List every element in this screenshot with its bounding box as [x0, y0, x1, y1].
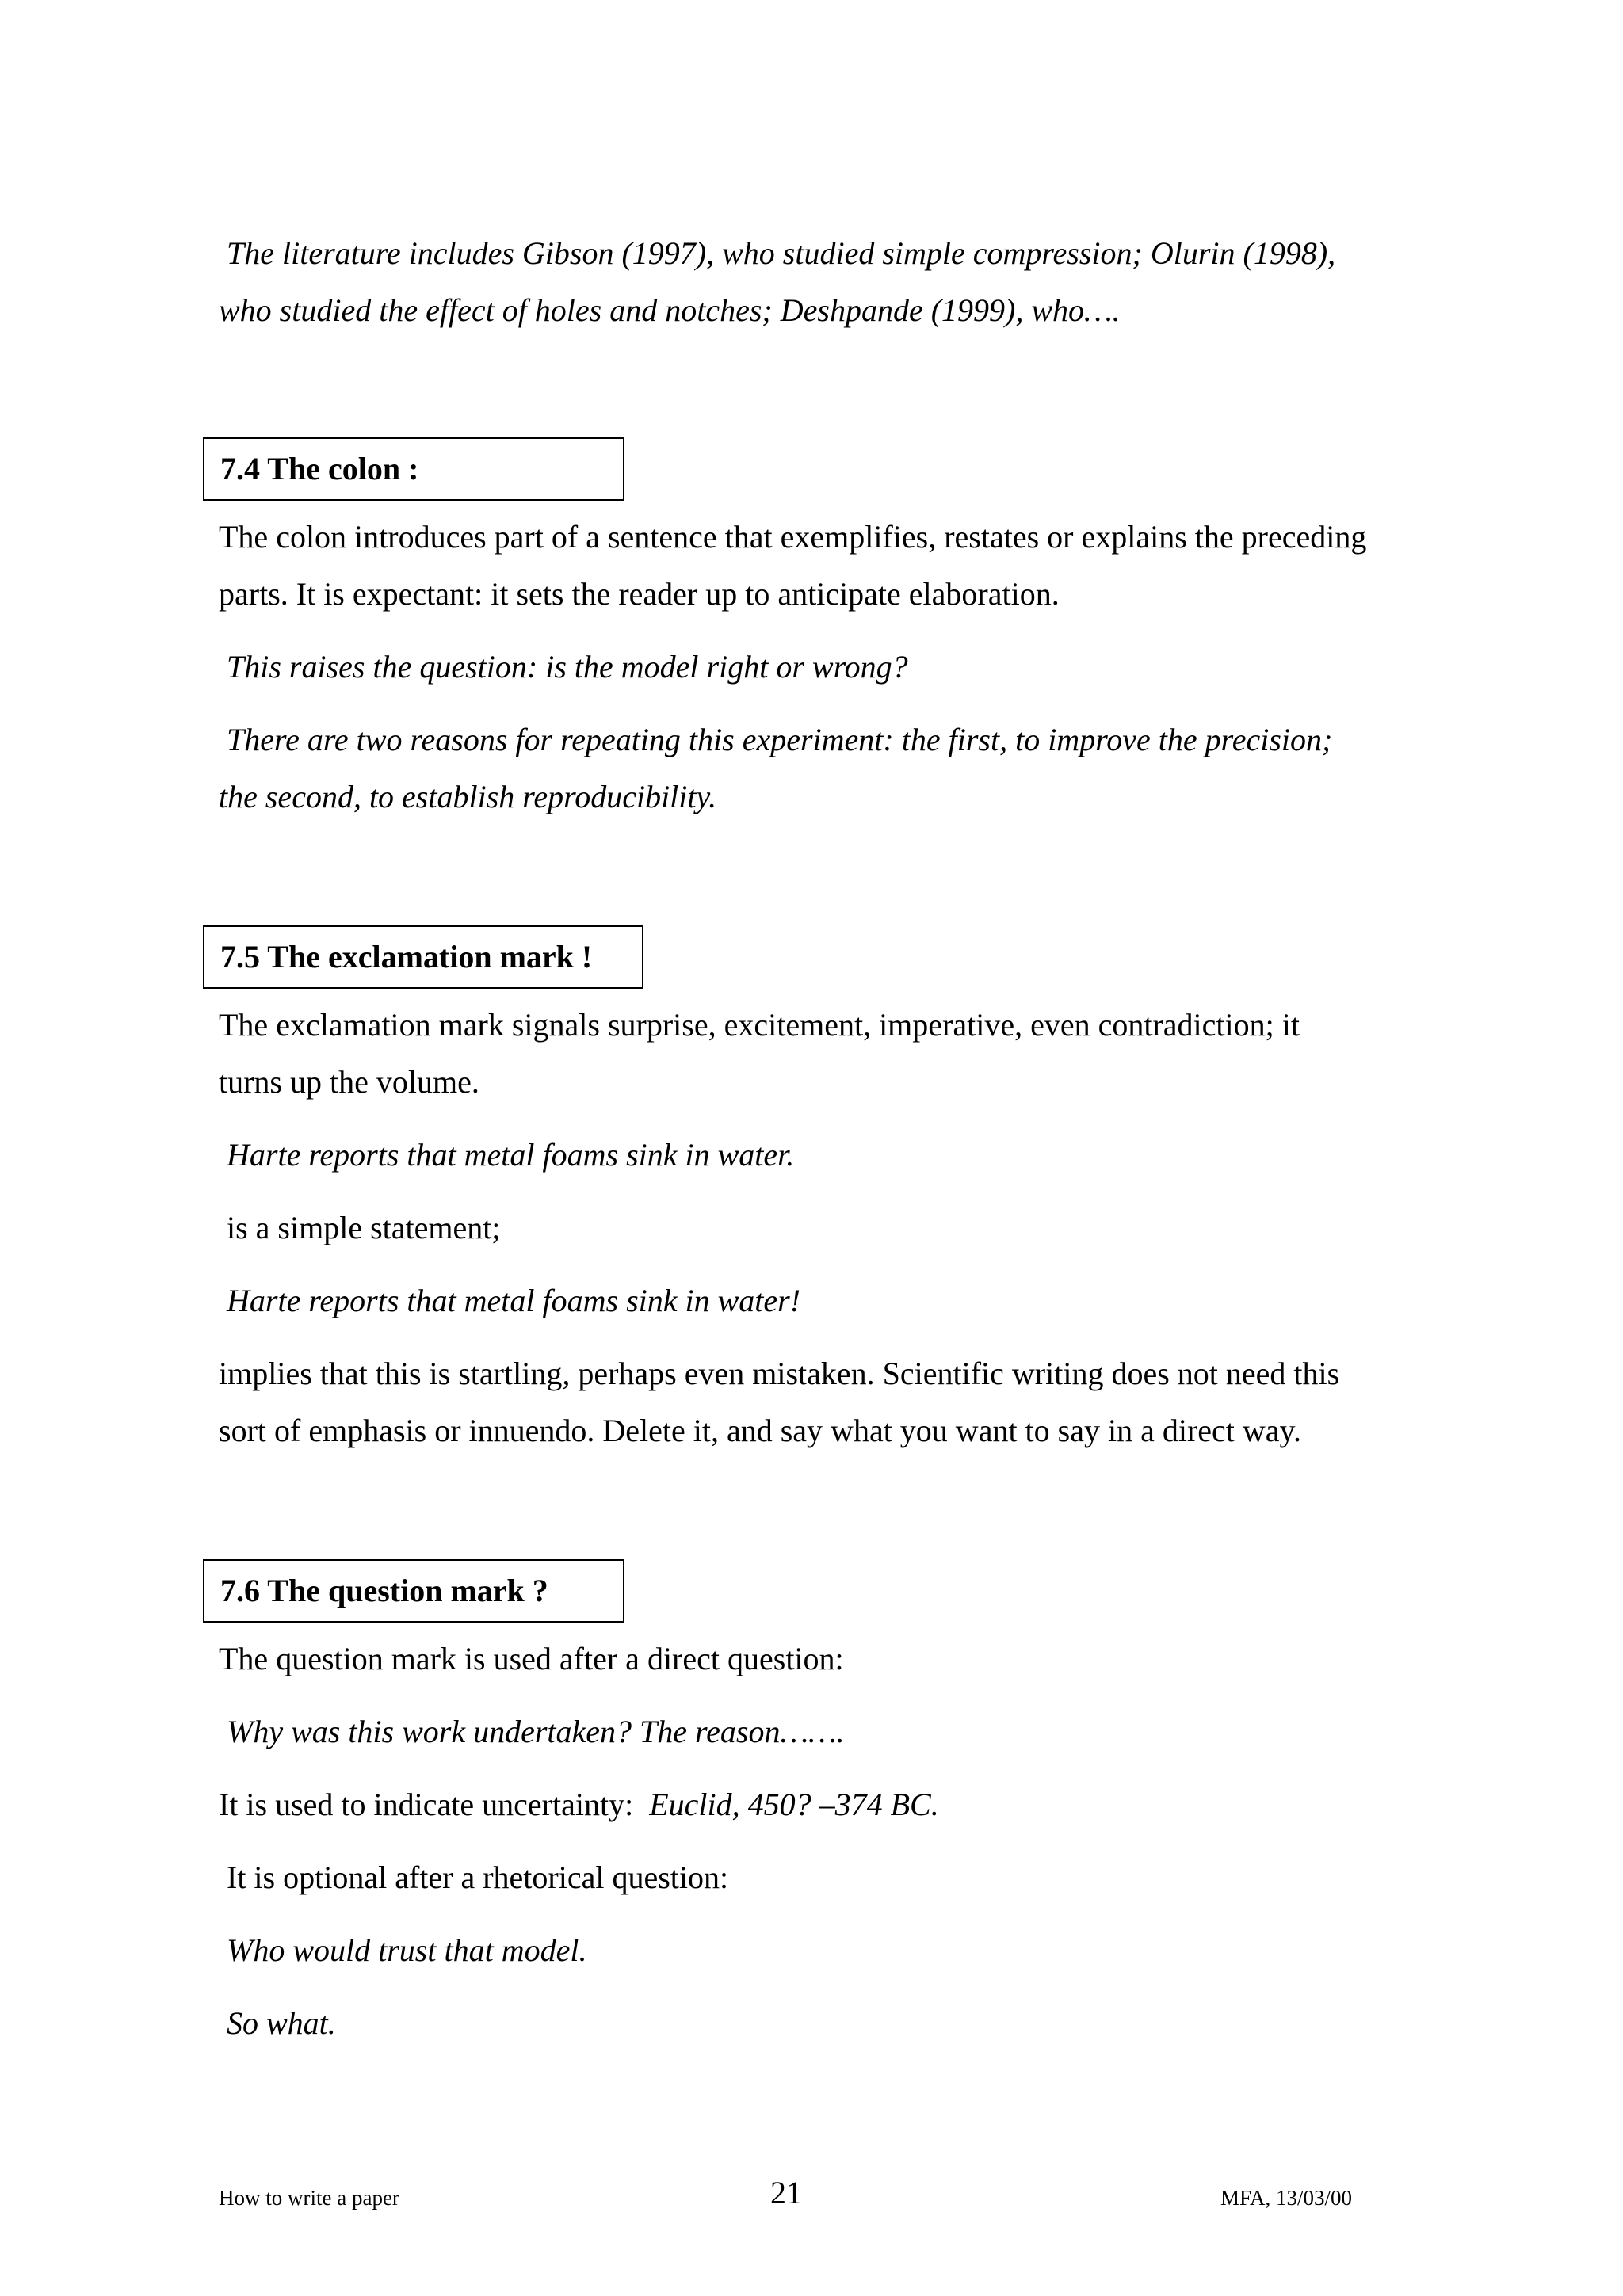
section-7-5-para-line-1: The exclamation mark signals surprise, excitement, imperative, even contradiction; it	[219, 1007, 1300, 1043]
section-7-5-example-2: Harte reports that metal foams sink in water!	[227, 1283, 801, 1318]
section-7-6-example-2: Who would trust that model.	[227, 1932, 587, 1968]
section-7-5-note-1: is a simple statement;	[227, 1210, 501, 1245]
section-7-6-para-2-example: Euclid, 450? –374 BC.	[649, 1787, 939, 1822]
section-7-6-para-2-prefix: It is used to indicate uncertainty:	[219, 1787, 650, 1822]
intro-line-1: The literature includes Gibson (1997), who studied simple compression; Olurin (1998),	[227, 235, 1336, 271]
footer-right: MFA, 13/03/00	[1220, 2186, 1353, 2210]
section-7-5-para-2-line-2: sort of emphasis or innuendo. Delete it, and say what you want to say in a direct way.	[219, 1413, 1301, 1448]
section-7-4-example-2-line-2: the second, to establish reproducibility.	[219, 779, 717, 814]
section-7-5-para-2-line-1: implies that this is startling, perhaps even mistaken. Scientific writing does not need this	[219, 1356, 1340, 1391]
page-number: 21	[770, 2175, 802, 2210]
section-7-4-heading-box	[203, 437, 624, 501]
section-7-4-example-2-line-1: There are two reasons for repeating this experiment: the first, to improve the precision;	[227, 722, 1333, 757]
section-7-6-heading-box	[203, 1559, 624, 1623]
section-7-6-para-1: The question mark is used after a direct question:	[219, 1641, 844, 1676]
section-7-4-para-line-2: parts. It is expectant: it sets the reader up to anticipate elaboration.	[219, 576, 1060, 612]
footer-left: How to write a paper	[219, 2186, 399, 2210]
section-7-6-para-2	[219, 1786, 939, 1824]
section-7-4-example-1: This raises the question: is the model right or wrong?	[227, 649, 908, 685]
section-7-4-heading: 7.4 The colon :	[220, 451, 419, 486]
section-7-5-heading: 7.5 The exclamation mark !	[220, 939, 593, 974]
intro-line-2: who studied the effect of holes and notches; Deshpande (1999), who….	[219, 292, 1121, 328]
section-7-5-para-line-2: turns up the volume.	[219, 1064, 479, 1100]
section-7-5-example-1: Harte reports that metal foams sink in water.	[227, 1137, 795, 1173]
section-7-6-example-1: Why was this work undertaken? The reason…….	[227, 1714, 845, 1749]
section-7-4-para-line-1: The colon introduces part of a sentence that exemplifies, restates or explains the preceding	[219, 519, 1367, 555]
section-7-5-heading-box	[203, 925, 643, 989]
section-7-6-heading: 7.6 The question mark ?	[220, 1573, 548, 1608]
section-7-6-para-3: It is optional after a rhetorical question:	[227, 1859, 729, 1895]
section-7-6-example-3: So what.	[227, 2005, 336, 2041]
